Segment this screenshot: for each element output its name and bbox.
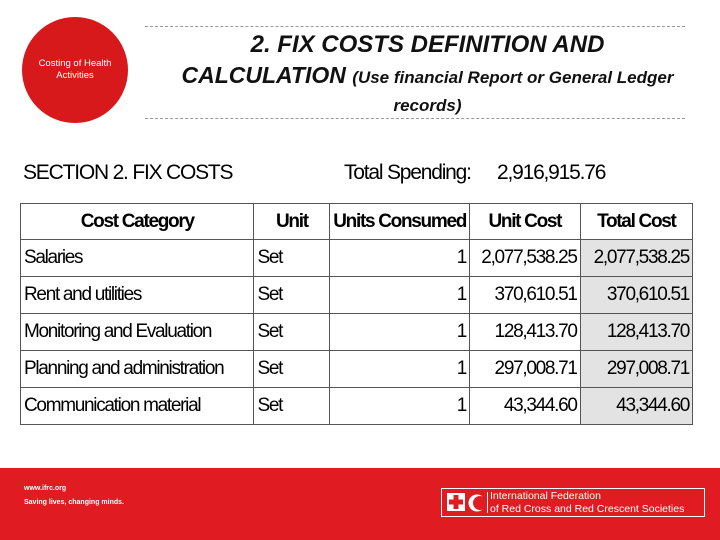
cell-total-cost: 297,008.71: [580, 351, 692, 388]
title-line-2-note: (Use financial Report or General Ledger: [352, 68, 674, 87]
table-row: [21, 314, 693, 351]
topic-badge: [22, 17, 128, 123]
table-header-row: [21, 204, 693, 240]
total-spending-label: Total Spending:: [344, 161, 471, 184]
header-units-consumed: Units Consumed: [330, 204, 470, 240]
cell-category: Monitoring and Evaluation: [21, 314, 254, 351]
cell-unit-cost: 297,008.71: [470, 351, 581, 388]
header-cost-category: Cost Category: [21, 204, 254, 240]
cell-unit-cost: 43,344.60: [470, 388, 581, 425]
cell-unit-cost: 2,077,538.25: [470, 240, 581, 277]
title-line-1: 2. FIX COSTS DEFINITION AND: [250, 31, 605, 58]
cell-units-consumed: 1: [330, 277, 470, 314]
top-dashed-divider: [145, 26, 685, 27]
cell-units-consumed: 1: [330, 351, 470, 388]
header-total-cost: Total Cost: [580, 204, 692, 240]
cell-category: Rent and utilities: [21, 277, 254, 314]
cell-unit: Set: [254, 351, 330, 388]
title-line-3: records): [393, 96, 462, 115]
ifrc-logo: [441, 488, 705, 517]
red-cross-icon: [447, 493, 465, 511]
header-unit-cost: Unit Cost: [470, 204, 581, 240]
title-line-2: [150, 60, 705, 93]
cell-unit-cost: 128,413.70: [470, 314, 581, 351]
cell-total-cost: 2,077,538.25: [580, 240, 692, 277]
title-line-2-main: CALCULATION: [181, 62, 346, 88]
ifrc-name-line-1: International Federation: [490, 490, 601, 502]
footer-bar: [0, 468, 720, 540]
cell-total-cost: 128,413.70: [580, 314, 692, 351]
footer-tagline: Saving lives, changing minds.: [24, 499, 124, 506]
cell-unit: Set: [254, 277, 330, 314]
total-spending-value: 2,916,915.76: [497, 161, 606, 184]
fix-costs-table: [20, 203, 693, 425]
cell-category: Salaries: [21, 240, 254, 277]
ifrc-name-line-2: of Red Cross and Red Crescent Societies: [490, 502, 685, 515]
cell-unit: Set: [254, 314, 330, 351]
cell-unit: Set: [254, 388, 330, 425]
section-label: SECTION 2. FIX COSTS: [23, 161, 233, 184]
cell-units-consumed: 1: [330, 240, 470, 277]
topic-badge-text: Costing of Health Activities: [38, 58, 112, 81]
table-row: [21, 388, 693, 425]
red-crescent-icon: [467, 493, 487, 513]
cell-unit-cost: 370,610.51: [470, 277, 581, 314]
slide-title: [150, 30, 705, 119]
cell-category: Planning and administration: [21, 351, 254, 388]
ifrc-name: [490, 490, 684, 515]
table-row: [21, 277, 693, 314]
logo-divider: [487, 492, 488, 513]
cell-category: Communication material: [21, 388, 254, 425]
header-unit: Unit: [254, 204, 330, 240]
footer-url: www.ifrc.org: [24, 485, 67, 492]
table-row: [21, 240, 693, 277]
cell-units-consumed: 1: [330, 314, 470, 351]
cell-units-consumed: 1: [330, 388, 470, 425]
cell-unit: Set: [254, 240, 330, 277]
cell-total-cost: 43,344.60: [580, 388, 692, 425]
table-row: [21, 351, 693, 388]
cell-total-cost: 370,610.51: [580, 277, 692, 314]
